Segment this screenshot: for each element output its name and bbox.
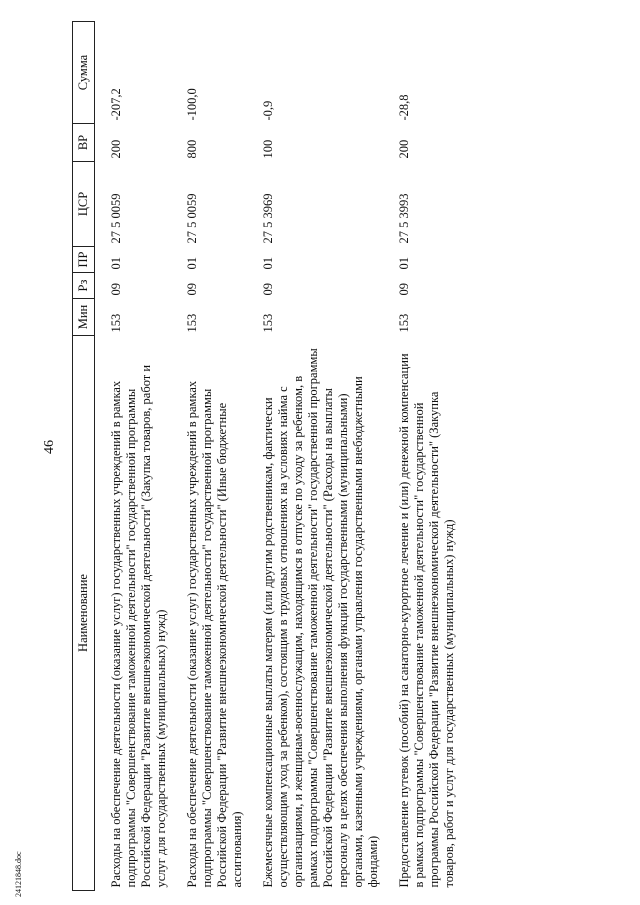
row-min: 153: [185, 313, 199, 333]
row-rz: 09: [261, 283, 275, 296]
header-pr: ПР: [73, 247, 95, 273]
row-vr: 200: [109, 139, 123, 159]
row-csr: 27 5 3993: [397, 193, 411, 244]
table-row: [247, 22, 383, 891]
row-pr: 01: [109, 257, 123, 270]
row-csr: 27 5 0059: [185, 193, 199, 244]
row-pr: 01: [397, 257, 411, 270]
row-sum: -100,0: [185, 88, 199, 121]
table-row: [95, 22, 172, 891]
table-header-row: [73, 22, 95, 891]
row-name: Предоставление путевок (пособий) на санаторно-курортное лечение и (или) денежной компенсации в рамках подпрограммы "Совершенствование таможенной деятельности" государственной программы Российской Федерации "Развитие внешнеэкономической деятельности" (Закупка товаров, работ и услуг для государственных (муниципальных) нужд): [397, 353, 456, 888]
row-sum: -0,9: [261, 100, 275, 121]
budget-table: [72, 21, 459, 891]
header-min: Мин: [73, 299, 95, 336]
header-name: Наименование: [73, 336, 95, 891]
row-vr: 100: [261, 139, 275, 159]
table-row: [171, 22, 247, 891]
row-rz: 09: [397, 283, 411, 296]
row-rz: 09: [185, 283, 199, 296]
row-name: Расходы на обеспечение деятельности (оказание услуг) государственных учреждений в рамках подпрограммы "Совершенствование таможенной деятельности" государственной программы Российской Федерации "Развитие внешнеэкономической деятельности" (Иные бюджетные ассигнования): [185, 380, 244, 888]
row-min: 153: [109, 313, 123, 333]
row-vr: 200: [397, 139, 411, 159]
page-number: 46: [42, 440, 57, 454]
row-sum: -28,8: [397, 94, 411, 121]
header-rz: Рз: [73, 273, 95, 299]
header-csr: ЦСР: [73, 162, 95, 247]
row-min: 153: [397, 313, 411, 333]
row-csr: 27 5 3969: [261, 193, 275, 244]
header-vr: ВР: [73, 124, 95, 162]
row-pr: 01: [261, 257, 275, 270]
row-sum: -207,2: [109, 88, 123, 121]
header-sum: Сумма: [73, 22, 95, 124]
row-name: Ежемесячные компенсационные выплаты матерям (или другим родственникам, фактически осуществляющим уход за ребенком), состоящим в трудовых отношениях на условиях найма с организациями, и женщинам-военнослужащим, находящимся в отпуске по уходу за ребенком, в рамках подпрограммы "Совершенствование таможенной деятельности" государственной программы Российской Федерации "Развитие внешнеэкономической деятельности" (Расходы на выплаты персоналу в целях обеспечения выполнения функций государственными (муниципальными) органами, казенными учреждениями, органами управления государственными внебюджетными фондами): [261, 348, 380, 888]
footer-filename: 24121848.doc: [14, 851, 23, 897]
row-rz: 09: [109, 283, 123, 296]
row-pr: 01: [185, 257, 199, 270]
row-min: 153: [261, 313, 275, 333]
row-csr: 27 5 0059: [109, 193, 123, 244]
row-name: Расходы на обеспечение деятельности (оказание услуг) государственных учреждений в рамках подпрограммы "Совершенствование таможенной деятельности" государственной программы Российской Федерации "Развитие внешнеэкономической деятельности" (Закупка товаров, работ и услуг для государственных (муниципальных) нужд): [109, 364, 168, 888]
table-row: [383, 22, 459, 891]
row-vr: 800: [185, 139, 199, 159]
